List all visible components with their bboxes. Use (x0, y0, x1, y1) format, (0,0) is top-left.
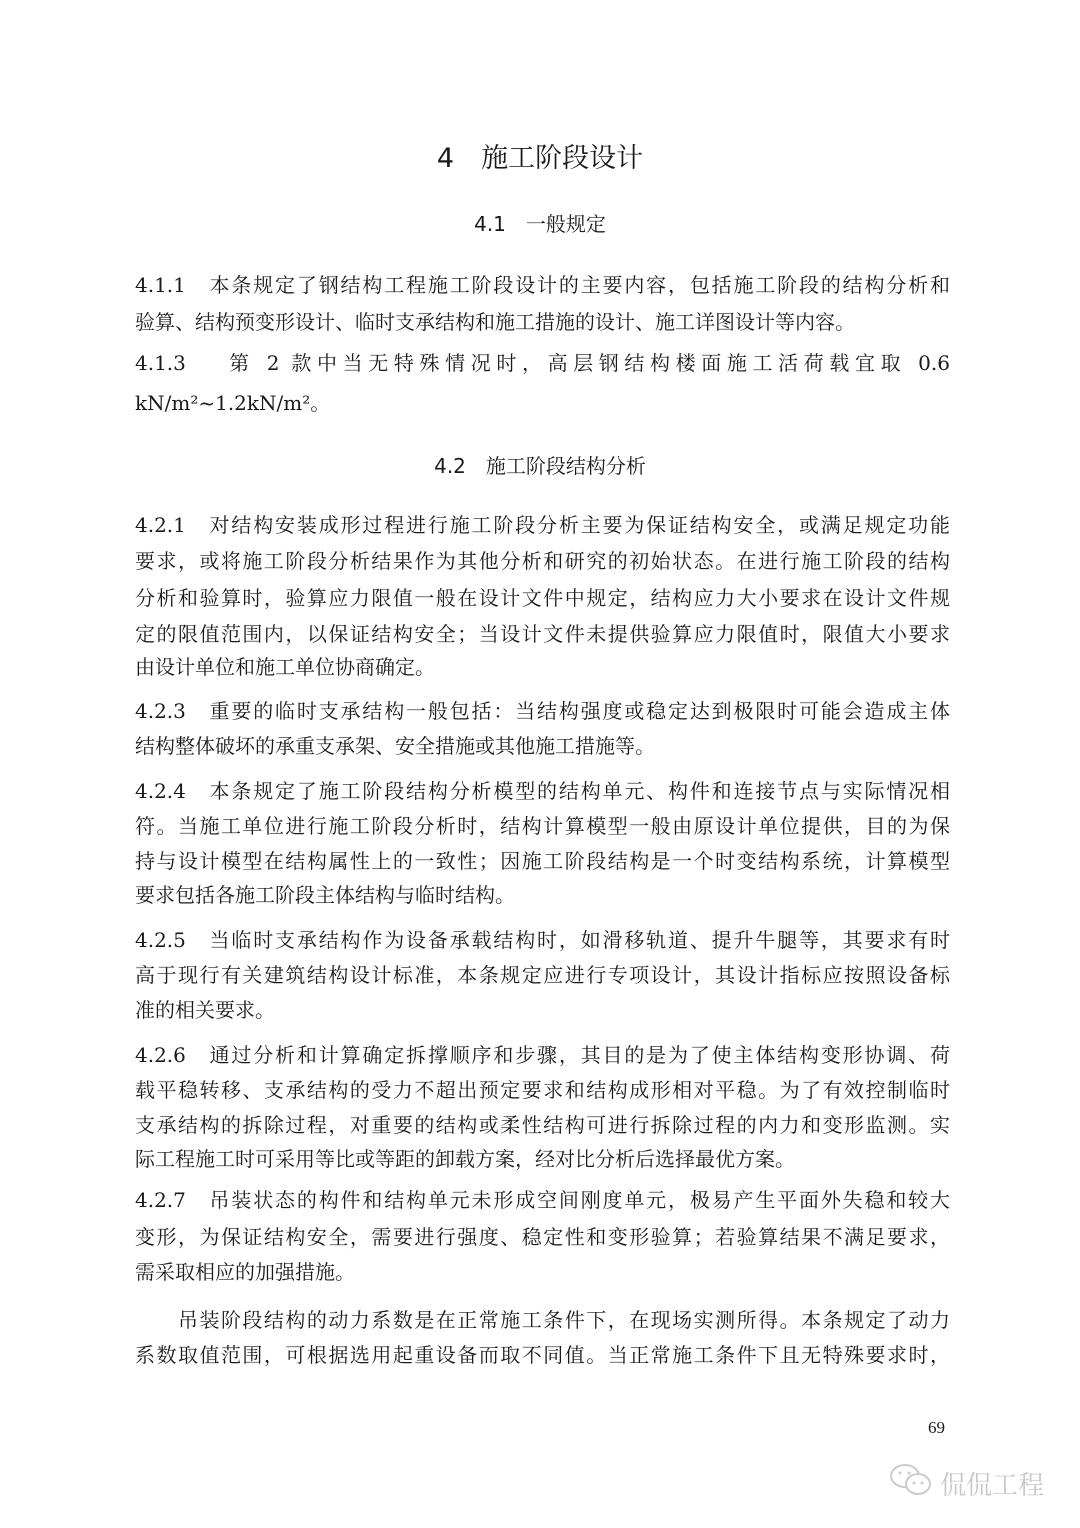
page-number: 69 (928, 1418, 945, 1437)
paragraph-line: 吊装阶段结构的动力系数是在正常施工条件下，在现场实测所得。本条规定了动力 (135, 1308, 950, 1332)
paragraph-line: 变形，为保证结构安全，需要进行强度、稳定性和变形验算；若验算结果不满足要求， (135, 1225, 950, 1249)
watermark (888, 1463, 1044, 1504)
paragraph-line: kN/m²~1.2kN/m²。 (135, 391, 331, 415)
paragraph-line: 由设计单位和施工单位协商确定。 (135, 655, 435, 679)
wechat-icon (888, 1463, 934, 1504)
paragraph-line: 4.2.7 吊装状态的构件和结构单元未形成空间刚度单元，极易产生平面外失稳和较大 (135, 1188, 950, 1212)
paragraph-line: 4.2.4 本条规定了施工阶段结构分析模型的结构单元、构件和连接节点与实际情况相 (135, 779, 950, 803)
section-heading: 4.2 施工阶段结构分析 (434, 454, 646, 478)
paragraph-line: 结构整体破坏的承重支承架、安全措施或其他施工措施等。 (135, 734, 655, 758)
paragraph-line: 4.1.1 本条规定了钢结构工程施工阶段设计的主要内容，包括施工阶段的结构分析和 (135, 273, 950, 297)
paragraph-line: 支承结构的拆除过程，对重要的结构或柔性结构可进行拆除过程的内力和变形监测。实 (135, 1113, 950, 1137)
chapter-title: 4 施工阶段设计 (436, 143, 644, 174)
paragraph-line: 持与设计模型在结构属性上的一致性；因施工阶段结构是一个时变结构系统，计算模型 (135, 849, 950, 873)
watermark-text: 侃侃工程 (940, 1471, 1045, 1501)
paragraph-line: 高于现行有关建筑结构设计标准，本条规定应进行专项设计，其设计指标应按照设备标 (135, 963, 950, 987)
paragraph-line: 4.2.6 通过分析和计算确定拆撑顺序和步骤，其目的是为了使主体结构变形协调、荷 (135, 1043, 950, 1067)
paragraph-line: 要求，或将施工阶段分析结果作为其他分析和研究的初始状态。在进行施工阶段的结构 (135, 549, 950, 573)
paragraph-line: 4.1.3 第 2 款中当无特殊情况时，高层钢结构楼面施工活荷载宜取 0.6 (135, 351, 950, 375)
paragraph-line: 4.2.1 对结构安装成形过程进行施工阶段分析主要为保证结构安全，或满足规定功能 (135, 513, 950, 537)
paragraph-line: 系数取值范围，可根据选用起重设备而取不同值。当正常施工条件下且无特殊要求时， (135, 1343, 950, 1367)
paragraph-line: 载平稳转移、支承结构的受力不超出预定要求和结构成形相对平稳。为了有效控制临时 (135, 1078, 950, 1102)
paragraph-line: 定的限值范围内，以保证结构安全；当设计文件未提供验算应力限值时，限值大小要求 (135, 622, 950, 646)
paragraph-line: 分析和验算时，验算应力限值一般在设计文件中规定，结构应力大小要求在设计文件规 (135, 586, 950, 610)
paragraph-line: 准的相关要求。 (135, 998, 275, 1022)
paragraph-line: 要求包括各施工阶段主体结构与临时结构。 (135, 883, 515, 907)
paragraph-line: 验算、结构预变形设计、临时支承结构和施工措施的设计、施工详图设计等内容。 (135, 310, 855, 334)
paragraph-line: 符。当施工单位进行施工阶段分析时，结构计算模型一般由原设计单位提供，目的为保 (135, 814, 950, 838)
paragraph-line: 4.2.3 重要的临时支承结构一般包括：当结构强度或稳定达到极限时可能会造成主体 (135, 699, 950, 723)
section-heading: 4.1 一般规定 (474, 212, 606, 236)
paragraph-line: 4.2.5 当临时支承结构作为设备承载结构时，如滑移轨道、提升牛腿等，其要求有时 (135, 928, 950, 952)
paragraph-line: 际工程施工时可采用等比或等距的卸载方案，经对比分析后选择最优方案。 (135, 1147, 795, 1171)
paragraph-line: 需采取相应的加强措施。 (135, 1260, 355, 1284)
